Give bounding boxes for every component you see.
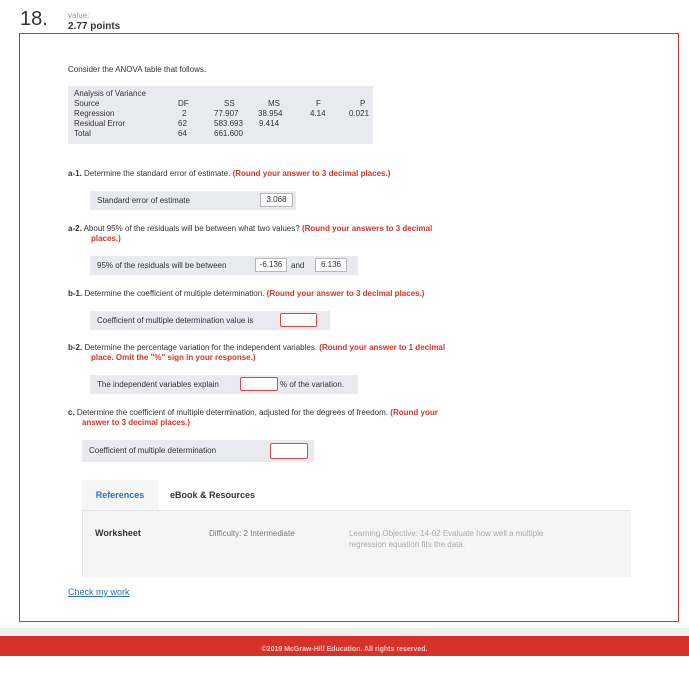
question-a2-number: a-2. [68,224,82,233]
question-c-note-line2-wrap [82,418,190,428]
answer-a1-label: Standard error of estimate [97,196,190,205]
anova-cell: 4.14 [310,109,326,118]
anova-cell: 62 [178,119,187,128]
question-number: 18. [20,8,48,30]
question-c-note-line1: (Round your [390,408,438,417]
value-label: value: [68,11,90,20]
difficulty-label: Difficulty: 2 Intermediate [209,529,295,538]
anova-title: Analysis of Variance [74,89,146,98]
anova-header-df: DF [178,99,189,108]
learning-objective-line2: regression equation fits the data. [349,540,466,549]
adjusted-coefficient-input[interactable] [270,443,308,459]
answer-a2-and: and [291,261,305,270]
answer-box-a1 [90,191,296,210]
answer-b1-label: Coefficient of multiple determination value is [97,316,254,325]
answer-box-b1 [90,311,330,330]
anova-cell: Regression [74,109,115,118]
question-b1-text: Determine the coefficient of multiple determination. [84,289,265,298]
anova-header-ms: MS [268,99,280,108]
anova-cell: 77.907 [214,109,239,118]
check-my-work-link[interactable]: Check my work [68,587,130,597]
intro-text: Consider the ANOVA table that follows. [68,65,207,74]
question-points: 2.77 points [68,21,121,32]
answer-b2-label: The independent variables explain [97,380,219,389]
question-c [68,408,438,418]
question-b2-note-line1: (Round your answer to 1 decimal [319,343,446,352]
question-c-note-line2: answer to 3 decimal places.) [82,418,191,427]
coefficient-determination-input[interactable] [280,313,317,327]
question-a2-text: About 95% of the residuals will be between what two values? [83,224,300,233]
question-a2-note-line2-wrap [91,234,121,244]
question-a1-text: Determine the standard error of estimate. [84,169,231,178]
anova-cell: Residual Error [74,119,126,128]
question-b2 [68,343,445,353]
anova-header-ss: SS [224,99,235,108]
answer-box-c [82,440,314,462]
answer-b2-suffix: % of the variation. [280,380,345,389]
resource-tabs [82,480,630,580]
worksheet-title[interactable]: Worksheet [95,528,141,538]
standard-error-input[interactable]: 3.068 [260,193,293,207]
anova-table [68,86,373,144]
anova-cell: 9.414 [259,119,280,128]
question-a1 [68,169,390,179]
worksheet-card [83,511,631,577]
question-c-text: Determine the coefficient of multiple determination, adjusted for the degrees of freedom. [76,408,389,417]
percentage-variation-input[interactable] [240,377,278,391]
anova-cell: 661.600 [214,129,243,138]
anova-cell: 2 [182,109,187,118]
anova-cell: 583.693 [214,119,243,128]
question-b1 [68,289,424,299]
anova-cell: 0.021 [349,109,370,118]
copyright-text: ©2019 McGraw-Hill Education. All rights reserved. [261,646,428,653]
tab-ebook-resources[interactable]: eBook & Resources [170,490,256,500]
question-a2-note-line2: places.) [91,234,121,243]
tab-references[interactable]: References [82,480,158,510]
question-b2-note-line2: place. Omit the "%" sign in your response.) [91,353,256,362]
question-a1-number: a-1. [68,169,82,178]
answer-c-label: Coefficient of multiple determination [89,446,217,455]
question-b1-number: b-1. [68,289,83,298]
anova-header-p: P [360,99,366,108]
answer-a2-label: 95% of the residuals will be between [97,261,227,270]
anova-cell: Total [74,129,91,138]
question-b1-note: (Round your answer to 3 decimal places.) [266,289,425,298]
question-b2-text: Determine the percentage variation for the independent variables. [84,343,318,352]
answer-box-b2 [90,375,358,394]
residual-upper-input[interactable]: 6.136 [315,258,347,272]
question-c-number: c. [68,408,75,417]
anova-cell: 38.954 [258,109,283,118]
question-a2-note-line1: (Round your answers to 3 decimal [301,224,433,233]
anova-header-f: F [316,99,321,108]
residual-lower-input[interactable]: -6.136 [255,258,287,272]
question-b2-number: b-2. [68,343,83,352]
answer-box-a2 [90,256,358,275]
learning-objective-line1: Learning Objective: 14-02 Evaluate how well a multiple [349,529,544,538]
question-a2 [68,224,432,234]
question-b2-note-line2-wrap [91,353,256,363]
question-a1-note: (Round your answer to 3 decimal places.) [232,169,391,178]
anova-cell: 64 [178,129,187,138]
anova-header-source: Source [74,99,100,108]
references-panel [82,510,630,576]
